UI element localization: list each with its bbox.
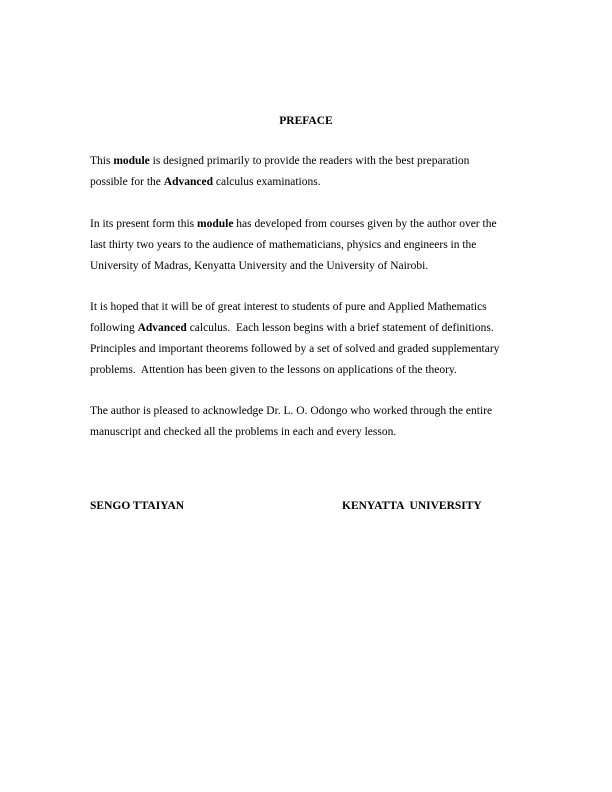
paragraph-line	[90, 239, 476, 251]
text-run: In its present form this	[90, 218, 197, 230]
text-run: problems. Attention has been given to the lessons on applications of the theory.	[90, 364, 457, 376]
text-run: calculus examinations.	[212, 176, 321, 188]
text-run: calculus. Each lesson begins with a brief statement of definitions.	[186, 322, 494, 334]
text-run: is designed primarily to provide the readers with the best preparation	[149, 155, 470, 167]
paragraph-line	[90, 155, 469, 167]
text-run: has developed from courses given by the author over the	[233, 218, 497, 230]
text-run: It is hoped that it will be of great interest to students of pure and Applied Mathematics	[90, 301, 487, 313]
preface-paragraph-2	[90, 214, 530, 277]
text-run: University of Madras, Kenyatta University and the University of Nairobi.	[90, 260, 429, 272]
page-title: PREFACE	[279, 115, 333, 127]
preface-paragraph-1	[90, 151, 530, 193]
paragraph-line	[90, 218, 497, 230]
text-run: Principles and important theorems followed by a set of solved and graded supplementary	[90, 343, 500, 355]
paragraph-line	[90, 364, 457, 376]
paragraph-line	[90, 260, 428, 272]
text-run: following	[90, 322, 138, 334]
text-run: possible for the	[90, 176, 164, 188]
author-name: SENGO TTAIYAN	[90, 500, 185, 512]
bold-term: module	[197, 218, 234, 230]
bold-term: module	[113, 155, 150, 167]
text-run: last thirty two years to the audience of mathematicians, physics and engineers in the	[90, 239, 477, 251]
paragraph-line	[90, 322, 494, 334]
bold-term: Advanced	[163, 176, 213, 188]
preface-paragraph-3	[90, 297, 530, 381]
institution-name: KENYATTA UNIVERSITY	[342, 500, 482, 512]
paragraph-line	[90, 301, 487, 313]
text-run: The author is pleased to acknowledge Dr. L. O. Odongo who worked through the entire	[90, 405, 493, 417]
bold-term: Advanced	[137, 322, 187, 334]
text-run: This	[90, 155, 114, 167]
paragraph-line	[90, 426, 396, 438]
text-run: manuscript and checked all the problems in each and every lesson.	[90, 426, 397, 438]
paragraph-line	[90, 176, 321, 188]
paragraph-line	[90, 405, 492, 417]
paragraph-line	[90, 343, 499, 355]
preface-paragraph-4	[90, 401, 530, 443]
